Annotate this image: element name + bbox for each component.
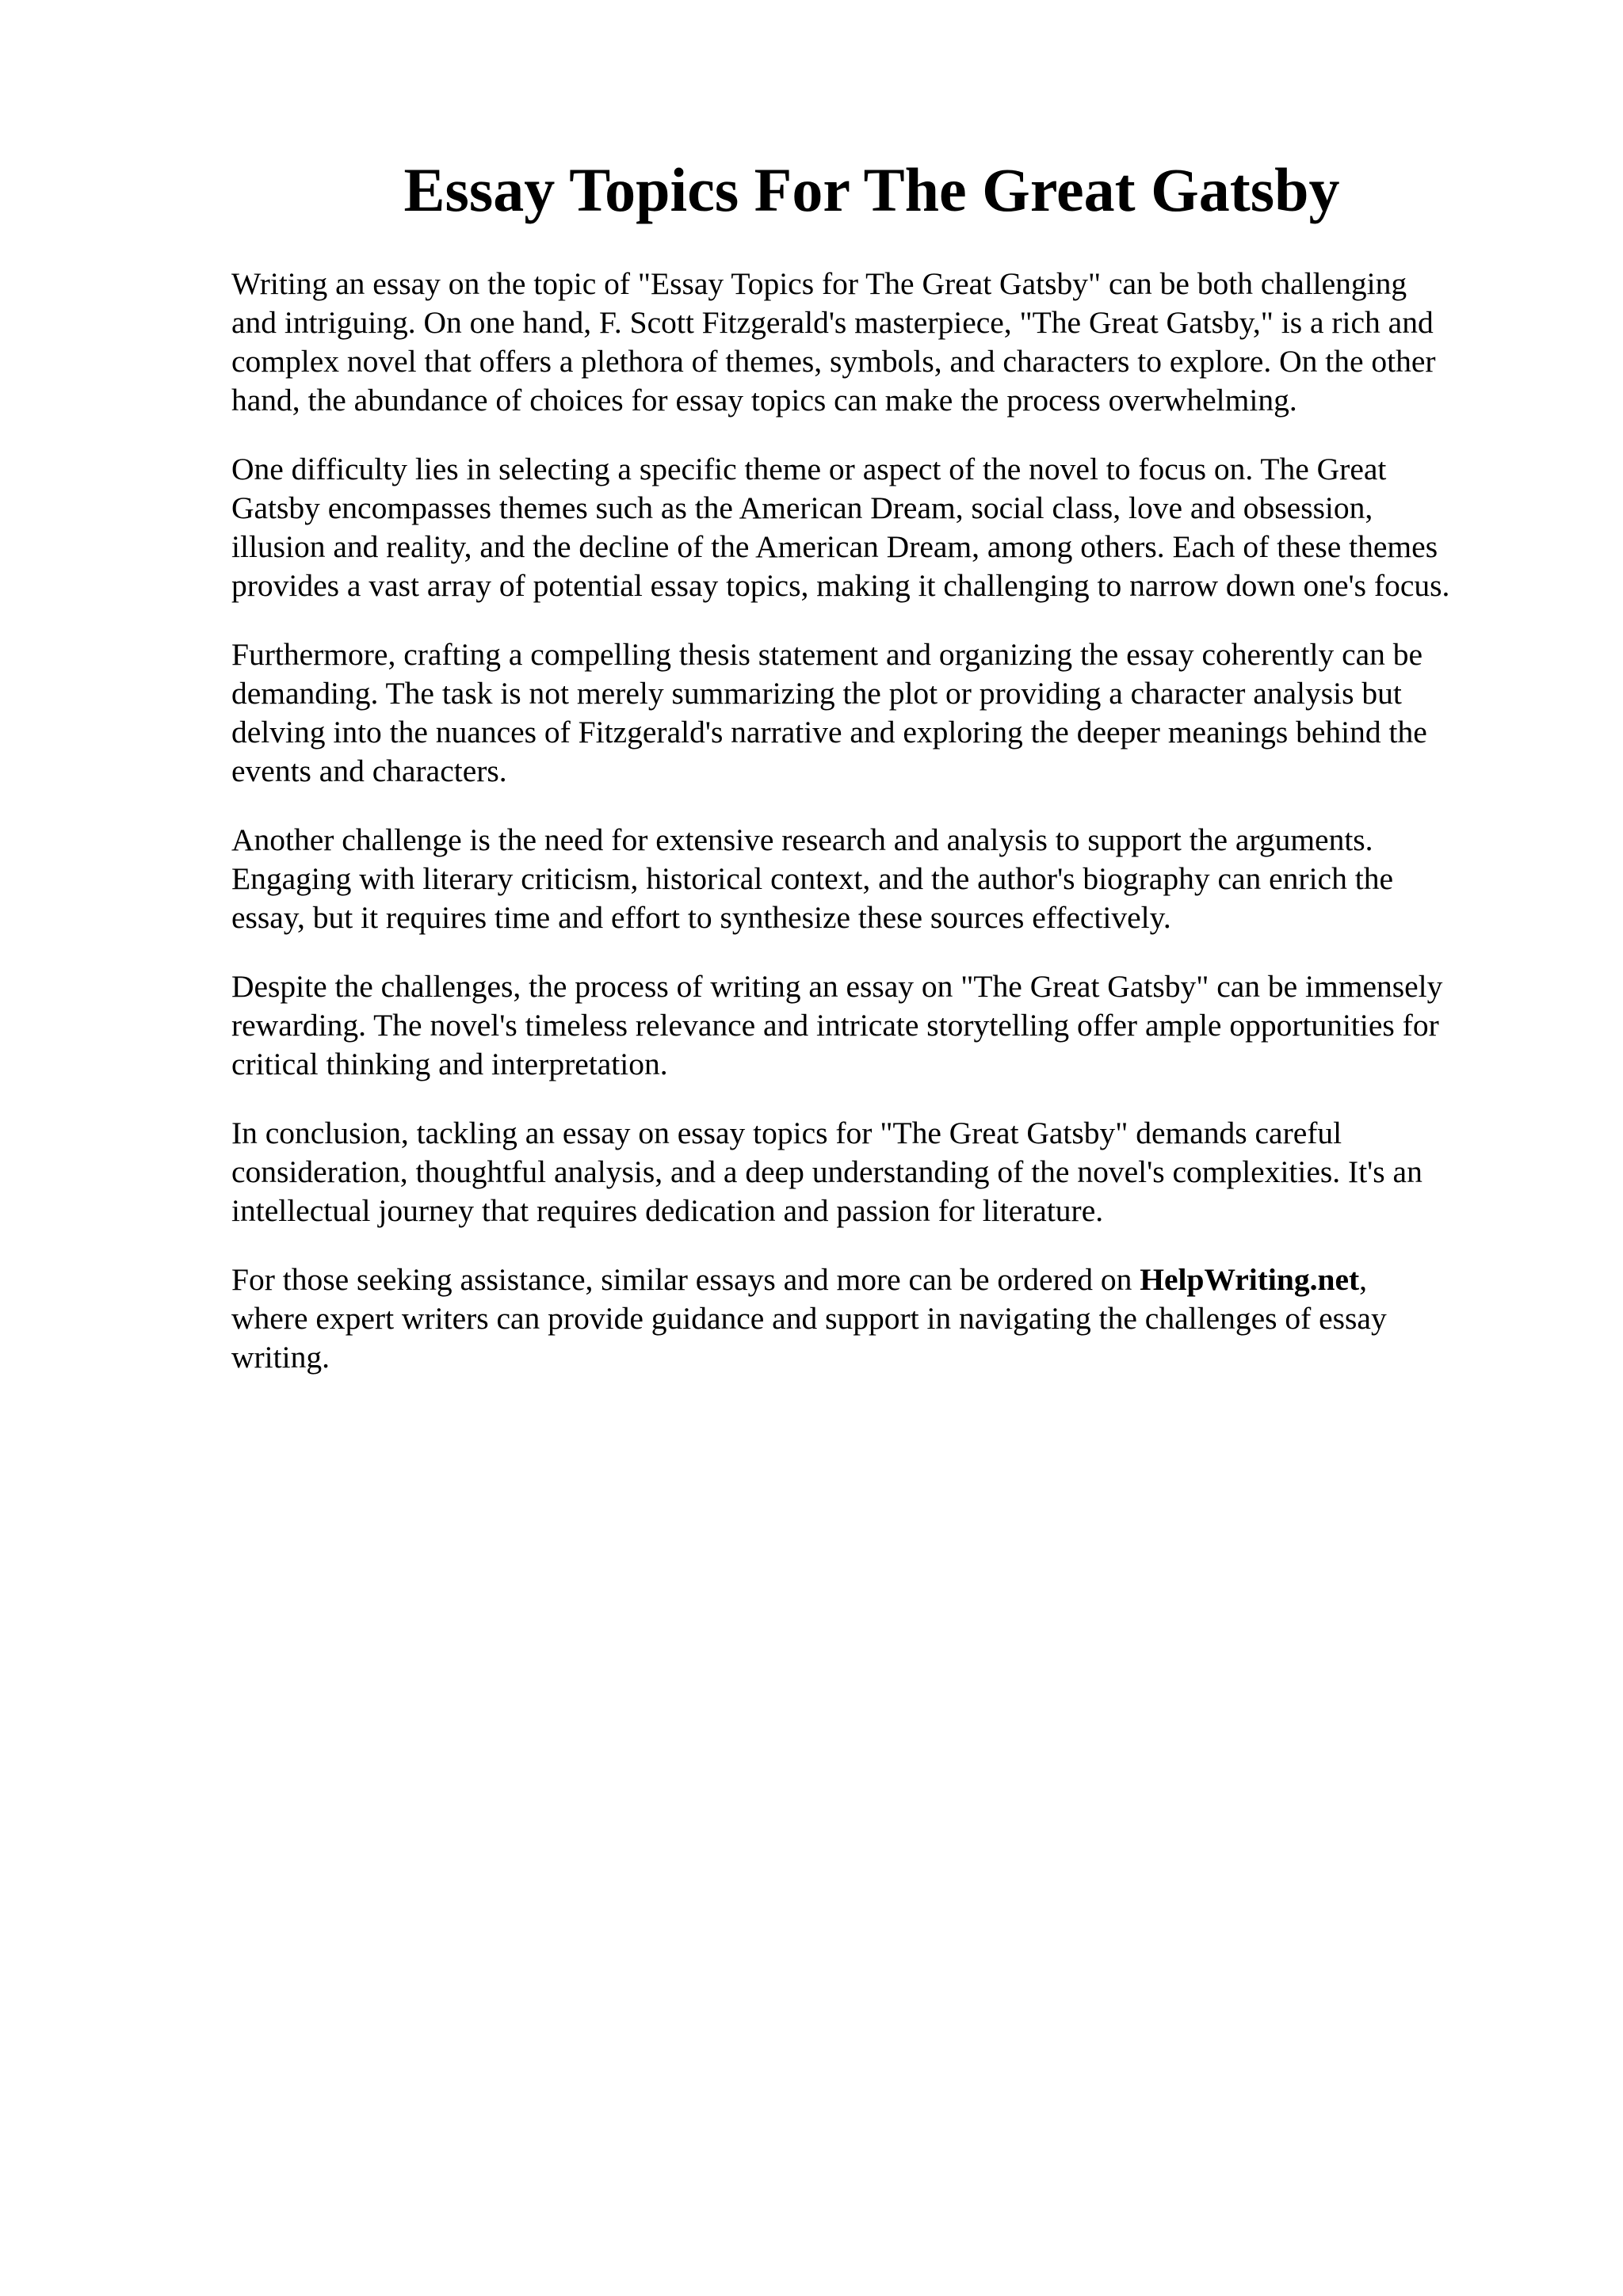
document-body <box>231 265 1531 1407</box>
text-line: critical thinking and interpretation. <box>231 1047 668 1081</box>
document-title: Essay Topics For The Great Gatsby <box>403 155 1340 224</box>
closing-comma: , <box>1359 1262 1368 1297</box>
paragraph-intro <box>231 265 1531 420</box>
paragraph-conclusion <box>231 1114 1531 1230</box>
text-line: Writing an essay on the topic of "Essay Topics for The Great Gatsby" can be both challenging <box>231 266 1407 301</box>
text-line: In conclusion, tackling an essay on essay topics for "The Great Gatsby" demands careful <box>231 1116 1342 1150</box>
text-line: Another challenge is the need for extensive research and analysis to support the arguments. <box>231 822 1373 857</box>
text-line: Furthermore, crafting a compelling thesis statement and organizing the essay coherently can be <box>231 637 1423 672</box>
text-line: complex novel that offers a plethora of themes, symbols, and characters to explore. On the other <box>231 344 1436 379</box>
text-line: Gatsby encompasses themes such as the American Dream, social class, love and obsession, <box>231 490 1373 525</box>
text-line: provides a vast array of potential essay topics, making it challenging to narrow down one's focus. <box>231 568 1450 603</box>
closing-prefix: For those seeking assistance, similar essays and more can be ordered on <box>231 1262 1140 1297</box>
text-line: hand, the abundance of choices for essay topics can make the process overwhelming. <box>231 383 1297 418</box>
text-line: consideration, thoughtful analysis, and a deep understanding of the novel's complexities. It's an <box>231 1154 1423 1189</box>
text-line: Engaging with literary criticism, historical context, and the author's biography can enrich the <box>231 861 1393 896</box>
text-line: essay, but it requires time and effort to synthesize these sources effectively. <box>231 900 1171 935</box>
text-line: events and characters. <box>231 753 507 788</box>
text-line: intellectual journey that requires dedication and passion for literature. <box>231 1193 1104 1228</box>
text-line: rewarding. The novel's timeless relevance and intricate storytelling offer ample opportunities for <box>231 1008 1439 1043</box>
text-line: demanding. The task is not merely summarizing the plot or providing a character analysis but <box>231 676 1402 711</box>
paragraph-rewarding <box>231 967 1531 1084</box>
paragraph-closing <box>231 1261 1531 1377</box>
text-line: illusion and reality, and the decline of the American Dream, among others. Each of these themes <box>231 529 1438 564</box>
text-line: One difficulty lies in selecting a specific theme or aspect of the novel to focus on. The Great <box>231 452 1387 486</box>
text-line: writing. <box>231 1340 330 1375</box>
text-line: where expert writers can provide guidance and support in navigating the challenges of essay <box>231 1301 1387 1336</box>
text-line: Despite the challenges, the process of writing an essay on "The Great Gatsby" can be immensely <box>231 969 1443 1004</box>
text-line <box>231 1261 1531 1299</box>
paragraph-thesis <box>231 635 1531 791</box>
paragraph-difficulty <box>231 450 1531 605</box>
helpwriting-brand: HelpWriting.net <box>1140 1262 1360 1297</box>
text-line: delving into the nuances of Fitzgerald's narrative and exploring the deeper meanings behind the <box>231 715 1427 749</box>
paragraph-research <box>231 821 1531 937</box>
text-line: and intriguing. On one hand, F. Scott Fitzgerald's masterpiece, "The Great Gatsby," is a rich and <box>231 305 1434 340</box>
